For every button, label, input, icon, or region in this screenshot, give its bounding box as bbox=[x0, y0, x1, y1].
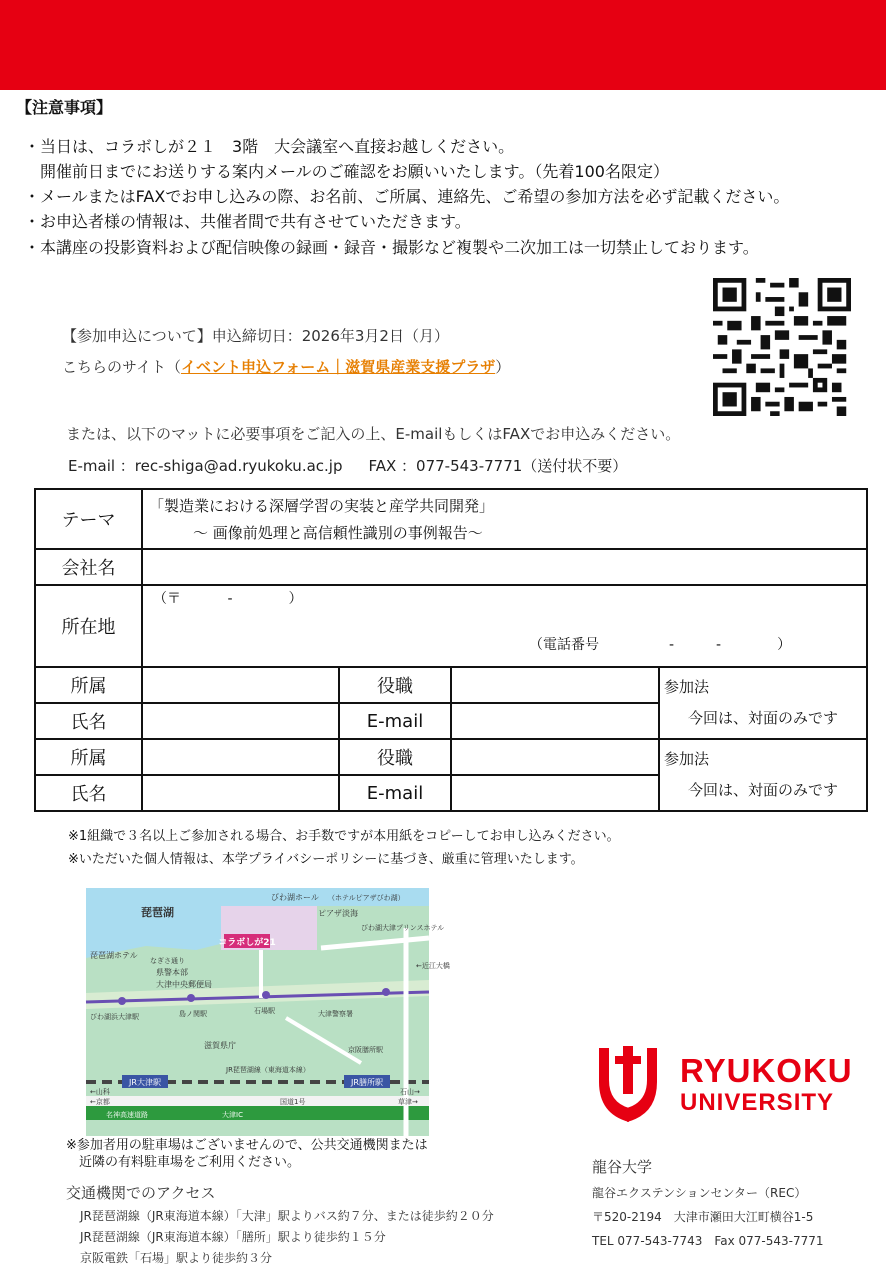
org-tel: TEL 077-543-7743 Fax 077-543-7771 bbox=[592, 1234, 824, 1248]
map-label: JR膳所駅 bbox=[351, 1078, 383, 1087]
theme-line-2: ～ 画像前処理と高信頼性識別の事例報告～ bbox=[193, 524, 483, 542]
top-red-banner bbox=[0, 0, 886, 90]
map-label: ←山科 bbox=[90, 1088, 110, 1096]
mail-intro: または、以下のマットに必要事項をご記入の上、E-mailもしくはFAXでお申込みください。 bbox=[66, 425, 681, 443]
apply-site-suffix: ） bbox=[495, 358, 511, 376]
application-form bbox=[34, 488, 868, 812]
logo-text: UNIVERSITY bbox=[680, 1089, 835, 1116]
name-field[interactable] bbox=[142, 703, 339, 739]
position-field[interactable] bbox=[451, 667, 659, 703]
method-value: 今回は、対面のみです bbox=[688, 709, 839, 727]
access-line: JR琵琶湖線（JR東海道本線）「膳所」駅より徒歩約１５分 bbox=[80, 1230, 386, 1244]
method-label: 参加法 bbox=[664, 750, 710, 768]
apply-site bbox=[62, 356, 510, 377]
email-label: E-mail bbox=[339, 775, 451, 811]
logo-text: RYUKOKU bbox=[680, 1052, 853, 1089]
method-value: 今回は、対面のみです bbox=[688, 781, 839, 799]
notice-line: ・本講座の投影資料および配信映像の録画・録音・撮影など複製や二次加工は一切禁止しております。 bbox=[24, 238, 759, 257]
theme-cell bbox=[142, 489, 867, 549]
ryukoku-logo-icon bbox=[595, 1042, 661, 1128]
email-field-2[interactable] bbox=[451, 775, 659, 811]
map-label: 京阪膳所駅 bbox=[348, 1046, 383, 1054]
theme-label: テーマ bbox=[35, 489, 142, 549]
qr-code[interactable] bbox=[713, 278, 851, 416]
map-label: 石山→ bbox=[400, 1088, 420, 1096]
name-field-2[interactable] bbox=[142, 775, 339, 811]
email-field[interactable] bbox=[451, 703, 659, 739]
affiliation-field[interactable] bbox=[142, 667, 339, 703]
company-label: 会社名 bbox=[35, 549, 142, 585]
map-label: びわ湖大津プリンスホテル bbox=[361, 924, 445, 932]
map-label: ←京都 bbox=[90, 1098, 110, 1106]
map-label: ピアザ淡海 bbox=[318, 909, 358, 918]
map-label: 島ノ関駅 bbox=[179, 1010, 207, 1018]
notice-line: ・メールまたはFAXでお申し込みの際、お名前、ご所属、連絡先、ご希望の参加方法を必ず記載ください。 bbox=[24, 187, 790, 206]
map-label: ←近江大橋 bbox=[416, 962, 450, 970]
map-label: JR大津駅 bbox=[129, 1078, 161, 1087]
name-label: 氏名 bbox=[35, 703, 142, 739]
map-label: 草津→ bbox=[398, 1098, 418, 1106]
affiliation-label: 所属 bbox=[35, 667, 142, 703]
method-label: 参加法 bbox=[664, 678, 710, 696]
event-form-link[interactable]: イベント申込フォーム｜滋賀県産業支援プラザ bbox=[180, 358, 496, 376]
map-label: 滋賀県庁 bbox=[204, 1041, 236, 1050]
position-label: 役職 bbox=[339, 667, 451, 703]
apply-heading: 【参加申込について】申込締切日：2026年3月2日（月） bbox=[62, 327, 449, 345]
address-field[interactable] bbox=[142, 585, 867, 667]
map-label: びわ湖浜大津駅 bbox=[90, 1013, 139, 1021]
parking-note-line: 近隣の有料駐車場をご利用ください。 bbox=[66, 1155, 301, 1170]
method-cell bbox=[659, 667, 867, 739]
map-label: 琵琶湖ホテル bbox=[90, 951, 138, 960]
note-line: ※1組織で３名以上ご参加される場合、お手数ですが本用紙をコピーしてお申し込みください。 bbox=[68, 829, 620, 844]
map-label: 大津中央郵便局 bbox=[156, 980, 212, 989]
note-line: ※いただいた個人情報は、本学プライバシーポリシーに基づき、厳重に管理いたします。 bbox=[68, 852, 584, 867]
phone-field: （電話番号 - - ） bbox=[529, 637, 792, 653]
access-line: 京阪電鉄「石場」駅より徒歩約３分 bbox=[80, 1251, 273, 1265]
access-title: 交通機関でのアクセス bbox=[66, 1184, 216, 1202]
postal-code-field: （〒 - ） bbox=[153, 591, 303, 607]
theme-line-1: 「製造業における深層学習の実装と産学共同開発」 bbox=[149, 497, 495, 515]
map-label: びわ湖ホール bbox=[271, 893, 319, 902]
affiliation-field-2[interactable] bbox=[142, 739, 339, 775]
contact-line bbox=[68, 455, 627, 476]
name-label: 氏名 bbox=[35, 775, 142, 811]
map-label: 琵琶湖 bbox=[141, 906, 174, 919]
notice-title: 【注意事項】 bbox=[16, 98, 113, 117]
map-label: 県警本部 bbox=[156, 968, 188, 977]
contact-email[interactable]: E-mail ：rec-shiga@ad.ryukoku.ac.jp bbox=[68, 457, 343, 475]
map-label: なぎさ通り bbox=[150, 957, 185, 965]
method-cell bbox=[659, 739, 867, 811]
access-map bbox=[86, 888, 450, 1136]
notice-line: ・当日は、コラボしが２１ 3階 大会議室へ直接お越しください。 bbox=[24, 137, 515, 156]
org-name: 龍谷大学 bbox=[592, 1158, 653, 1176]
affiliation-label: 所属 bbox=[35, 739, 142, 775]
company-field[interactable] bbox=[142, 549, 867, 585]
contact-fax: FAX ：077-543-7771（送付状不要） bbox=[368, 457, 628, 475]
map-label: 名神高速道路 bbox=[106, 1111, 148, 1119]
map-label: 石場駅 bbox=[254, 1007, 275, 1015]
notice-line: 開催前日までにお送りする案内メールのご確認をお願いいたします。（先着100名限定） bbox=[24, 162, 669, 181]
apply-site-prefix: こちらのサイト（ bbox=[62, 358, 181, 376]
parking-note bbox=[66, 1137, 428, 1171]
notice-line: ・お申込者様の情報は、共催者間で共有させていただきます。 bbox=[24, 212, 471, 231]
map-label: JR琵琶湖線（東海道本線） bbox=[226, 1066, 310, 1074]
map-label: 国道1号 bbox=[280, 1098, 306, 1106]
map-label: 大津警察署 bbox=[318, 1010, 353, 1018]
map-label: コラボしが21 bbox=[218, 938, 276, 948]
address-label: 所在地 bbox=[35, 585, 142, 667]
org-dept: 龍谷エクステンションセンター（REC） bbox=[592, 1186, 807, 1200]
position-label: 役職 bbox=[339, 739, 451, 775]
map-label: 大津IC bbox=[222, 1111, 243, 1119]
map-label: （ホテルピアザびわ湖） bbox=[328, 894, 405, 902]
org-address: 〒520-2194 大津市瀬田大江町横谷1-5 bbox=[592, 1210, 814, 1224]
access-line: JR琵琶湖線（JR東海道本線）「大津」駅よりバス約７分、または徒歩約２０分 bbox=[80, 1209, 494, 1223]
position-field-2[interactable] bbox=[451, 739, 659, 775]
parking-note-line: ※参加者用の駐車場はございませんので、公共交通機関または bbox=[66, 1138, 428, 1153]
email-label: E-mail bbox=[339, 703, 451, 739]
